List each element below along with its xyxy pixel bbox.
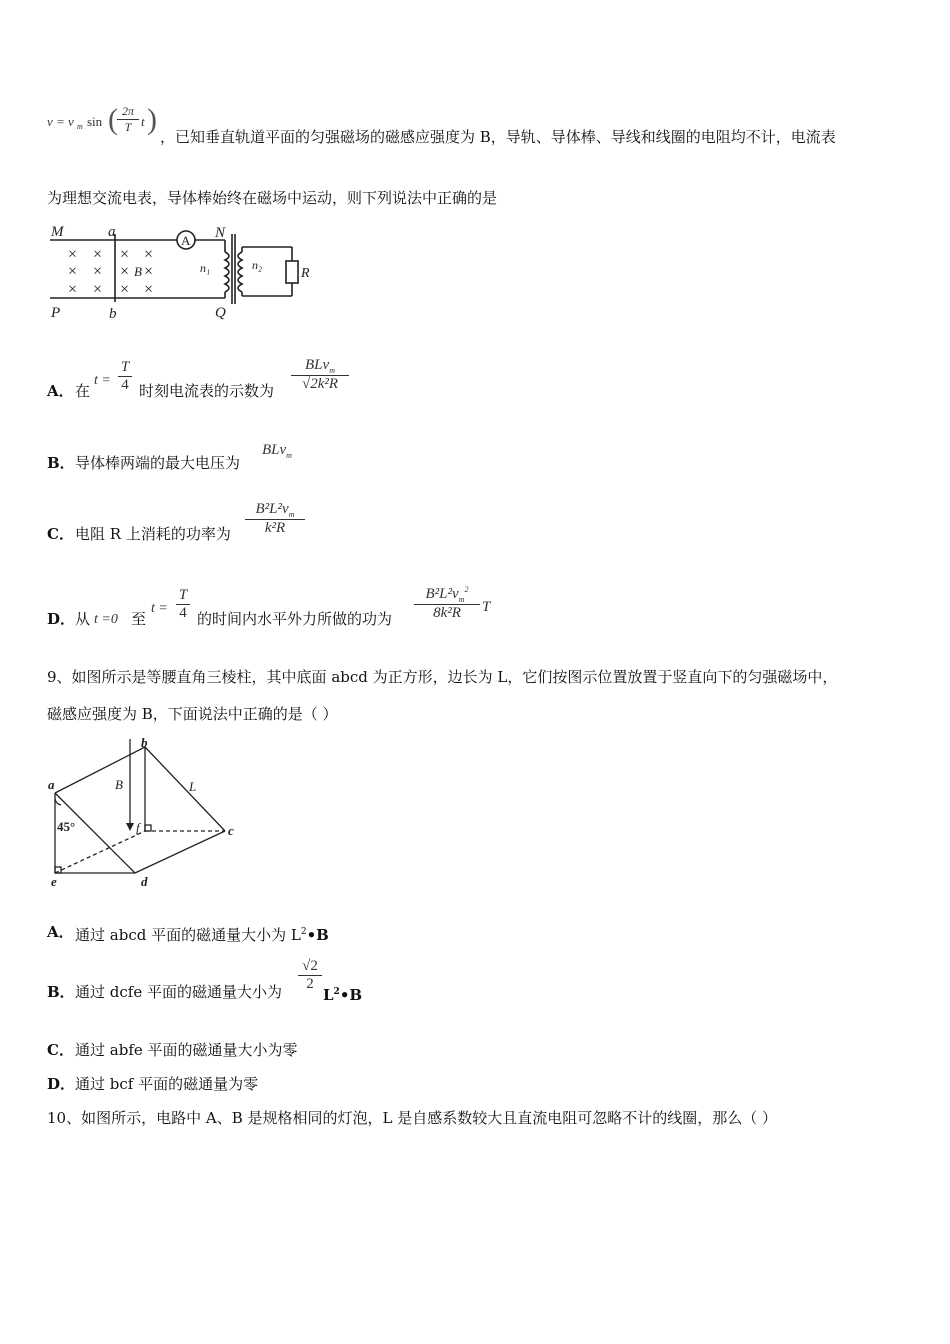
cond-num: T xyxy=(120,359,130,375)
label-a: a xyxy=(48,777,55,792)
q8-stem-line2: 为理想交流电表，导体棒始终在磁场中运动，则下列说法中正确的是 xyxy=(47,189,498,207)
cond-den: 4 xyxy=(179,605,187,621)
ans-den: √2k²R xyxy=(301,376,339,392)
label-Q: Q xyxy=(215,305,226,321)
label-angle: 45° xyxy=(57,819,76,834)
label-c: c xyxy=(228,823,234,838)
ans-num-sup: 2 xyxy=(464,585,469,594)
cond-num: T xyxy=(178,587,188,603)
ans-tail: T xyxy=(482,599,491,615)
field-cross: × xyxy=(144,263,154,280)
option-label: B． xyxy=(47,454,75,472)
ans-num-sub: m xyxy=(458,595,465,604)
option-text: 通过 dcfe 平面的磁通量大小为 xyxy=(75,983,282,1001)
option-text: 通过 bcf 平面的磁通量为零 xyxy=(75,1075,259,1093)
label-B: B xyxy=(134,264,142,279)
cond-den: 4 xyxy=(121,377,129,393)
ans-num: B²L²v xyxy=(425,586,459,602)
field-cross: × xyxy=(120,246,130,263)
formula-T: T xyxy=(124,120,132,134)
option-tail: L xyxy=(323,986,334,1004)
answer-fraction xyxy=(245,501,305,537)
field-cross: × xyxy=(93,246,103,263)
formula-fraction xyxy=(117,104,139,135)
q8-stem-line1: ，已知垂直轨道平面的匀强磁场的磁感应强度为 B，导轨、导体棒、导线和线圈的电阻均不计，电流表 xyxy=(160,128,836,146)
ans: BLv xyxy=(262,442,287,458)
option-label: A． xyxy=(47,382,74,400)
ans-sub: m xyxy=(286,451,292,460)
option-pre: 在 xyxy=(75,382,91,400)
label-L: L xyxy=(189,779,197,794)
option-text: 电阻 R 上消耗的功率为 xyxy=(75,525,231,543)
answer-fraction xyxy=(414,585,480,622)
formula-v: v = v xyxy=(47,114,74,129)
field-cross: × xyxy=(93,263,103,280)
field-cross: × xyxy=(68,263,78,280)
field-cross: × xyxy=(144,281,154,298)
option-tail: •B xyxy=(306,926,329,944)
frac-num: √2 xyxy=(302,958,318,974)
label-B: B xyxy=(115,777,123,792)
ans-num: BLv xyxy=(305,357,330,373)
option-label: C． xyxy=(47,1041,74,1059)
option-fraction xyxy=(298,958,322,993)
cond-fraction xyxy=(118,359,132,394)
field-cross: × xyxy=(120,263,130,280)
ammeter-label: A xyxy=(181,233,191,248)
option-text: 时刻电流表的示数为 xyxy=(139,382,275,400)
label-e: e xyxy=(51,874,57,889)
label-M: M xyxy=(51,224,64,240)
option-tail2: •B xyxy=(339,986,363,1004)
option-label: B． xyxy=(47,983,75,1001)
label-P: P xyxy=(51,305,61,321)
label-b: b xyxy=(109,306,117,322)
formula-2pi: 2π xyxy=(121,104,134,118)
option-label: D． xyxy=(47,610,76,628)
option-label: D． xyxy=(47,1075,76,1093)
label-R: R xyxy=(301,266,310,281)
cond-t: t = xyxy=(151,601,168,616)
answer-expr xyxy=(262,442,292,460)
formula-sin: sin xyxy=(87,114,103,129)
ans-den: 8k²R xyxy=(433,605,461,621)
frac-den: 2 xyxy=(306,976,314,992)
field-cross: × xyxy=(144,246,154,263)
formula-t: t xyxy=(141,114,145,129)
cond-fraction xyxy=(176,587,190,622)
ans-num-sub: m xyxy=(288,510,295,519)
field-cross: × xyxy=(120,281,130,298)
option-sup: 2 xyxy=(333,987,340,997)
option-sup: 2 xyxy=(300,927,307,937)
ans-num: B²L²v xyxy=(255,501,289,517)
label-N: N xyxy=(215,225,226,241)
label-a: a xyxy=(108,224,116,240)
option-mid: 至 xyxy=(131,610,147,628)
label-n1: n₁ xyxy=(200,261,211,275)
option-text: 通过 abfe 平面的磁通量大小为零 xyxy=(75,1041,298,1059)
label-d: d xyxy=(141,874,148,889)
field-cross: × xyxy=(68,281,78,298)
formula-right-paren: ) xyxy=(147,103,157,136)
option-label: A． xyxy=(47,923,74,941)
label-b: b xyxy=(141,735,148,750)
field-cross: × xyxy=(68,246,78,263)
option-content xyxy=(75,922,329,945)
option-label: C． xyxy=(47,525,74,543)
label-n2: n₂ xyxy=(252,258,263,272)
cond-t: t = xyxy=(94,373,111,388)
label-f: f xyxy=(136,820,140,835)
option-text: 的时间内水平外力所做的功为 xyxy=(197,610,393,628)
q9-prism-figure xyxy=(45,735,245,890)
field-arrow xyxy=(126,823,134,831)
option-pre: 从 xyxy=(75,610,91,628)
formula-left-paren: ( xyxy=(108,103,118,136)
answer-fraction xyxy=(291,357,349,393)
option-text: 导体棒两端的最大电压为 xyxy=(75,454,241,472)
ans-num-sub: m xyxy=(329,366,335,375)
q9-stem-line1: 9、如图所示是等腰直角三棱柱，其中底面 abcd 为正方形，边长为 L，它们按图示位置放置于竖直向下的匀强磁场中， xyxy=(47,668,838,686)
cond-t0: t =0 xyxy=(94,612,118,627)
q9-stem-line2: 磁感应强度为 B，下面说法中正确的是（ ） xyxy=(47,705,338,723)
option-text: 通过 abcd 平面的磁通量大小为 L xyxy=(75,926,301,944)
q8-circuit-figure xyxy=(45,222,320,324)
ans-den: k²R xyxy=(264,520,286,536)
formula-sub-m: m xyxy=(77,122,83,131)
option-tail-group xyxy=(323,982,362,1005)
q10-stem: 10、如图所示，电路中 A、B 是规格相同的灯泡，L 是自感系数较大且直流电阻可忽略不计的线圈，那么（ ） xyxy=(47,1109,777,1127)
field-cross: × xyxy=(93,281,103,298)
